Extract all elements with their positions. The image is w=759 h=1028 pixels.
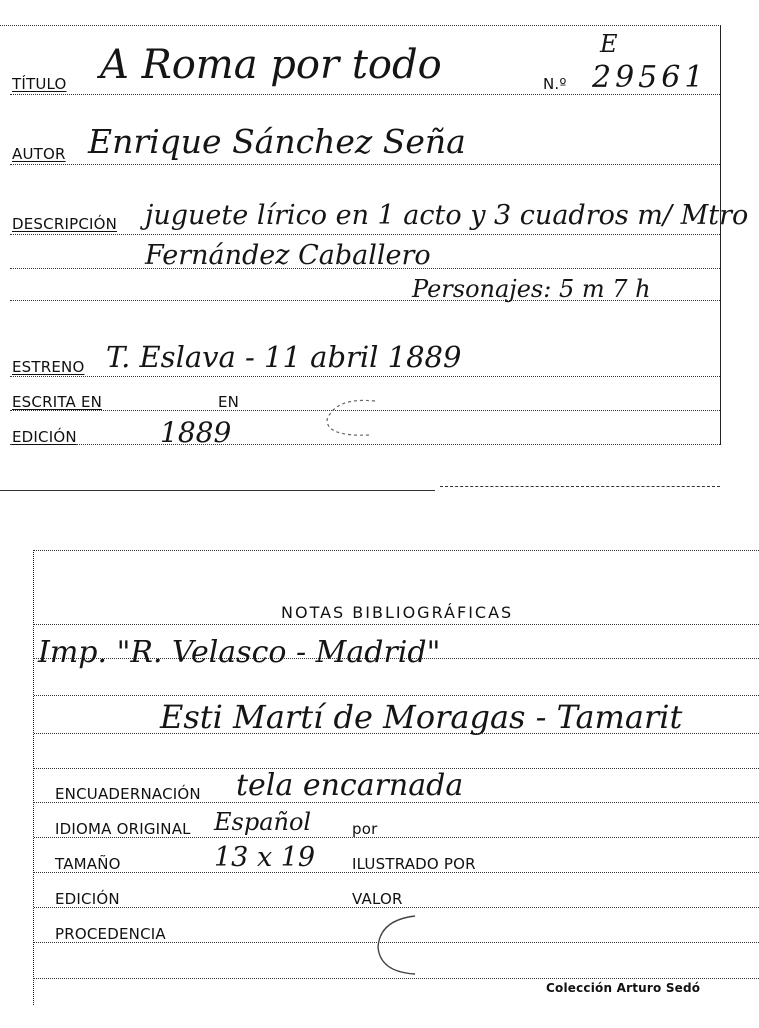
label-autor: AUTOR [12,145,66,163]
note-imprenta: Imp. "R. Velasco - Madrid" [38,635,441,670]
footer-collection: Colección Arturo Sedó [546,981,701,995]
label-procedencia: PROCEDENCIA [55,925,166,943]
label-titulo: TÍTULO [12,75,67,93]
label-numero: N.º [543,75,567,93]
label-por: por [352,820,378,838]
catalog-card-top [0,0,759,495]
rule-desc-1 [10,234,720,235]
label-descripcion: DESCRIPCIÓN [12,215,118,233]
label-edicion-2: EDICIÓN [55,890,120,908]
label-escrita-en: ESCRITA EN [12,393,103,411]
value-encuadernacion: tela encarnada [236,768,464,803]
value-numero: 29561 [592,60,708,95]
label-encuadernacion: ENCUADERNACIÓN [55,785,201,803]
value-descripcion-3: Personajes: 5 m 7 h [412,275,651,303]
card-top-bottom-edge [0,490,435,491]
rule-notas-3 [34,695,759,696]
card-top-top-edge [0,25,721,26]
value-titulo: A Roma por todo [100,42,442,88]
card-bottom-left-border [33,550,34,1005]
card-top-right-border [720,25,721,445]
value-numero-mark: E [600,30,618,58]
value-autor: Enrique Sánchez Seña [88,122,466,161]
label-idioma-original: IDIOMA ORIGINAL [55,820,191,838]
card-top-bottom-edge-dashed [440,486,720,487]
value-idioma-original: Español [214,808,312,836]
note-procedencia: Esti Martí de Moragas - Tamarit [160,698,683,736]
card-bottom-top-edge [33,550,759,551]
catalog-card-bottom [0,540,759,1028]
value-descripcion-2: Fernández Caballero [145,240,431,271]
label-en: EN [218,393,240,411]
label-edicion: EDICIÓN [12,428,77,446]
value-descripcion-1: juguete lírico en 1 acto y 3 cuadros m/ Mtro [145,200,749,231]
punch-hole-mark-bottom [370,912,430,982]
punch-hole-mark-top [315,395,385,445]
value-estreno: T. Eslava - 11 abril 1889 [106,340,462,374]
value-edicion: 1889 [160,416,232,449]
label-valor: VALOR [352,890,403,908]
notas-heading: NOTAS BIBLIOGRÁFICAS [281,603,514,622]
label-ilustrado-por: ILUSTRADO POR [352,855,476,873]
value-tamano: 13 x 19 [214,842,316,873]
label-estreno: ESTRENO [12,358,85,376]
rule-notas-1 [34,624,759,625]
label-tamano: TAMAÑO [55,855,121,873]
rule-estreno [10,376,720,377]
rule-autor [10,164,720,165]
